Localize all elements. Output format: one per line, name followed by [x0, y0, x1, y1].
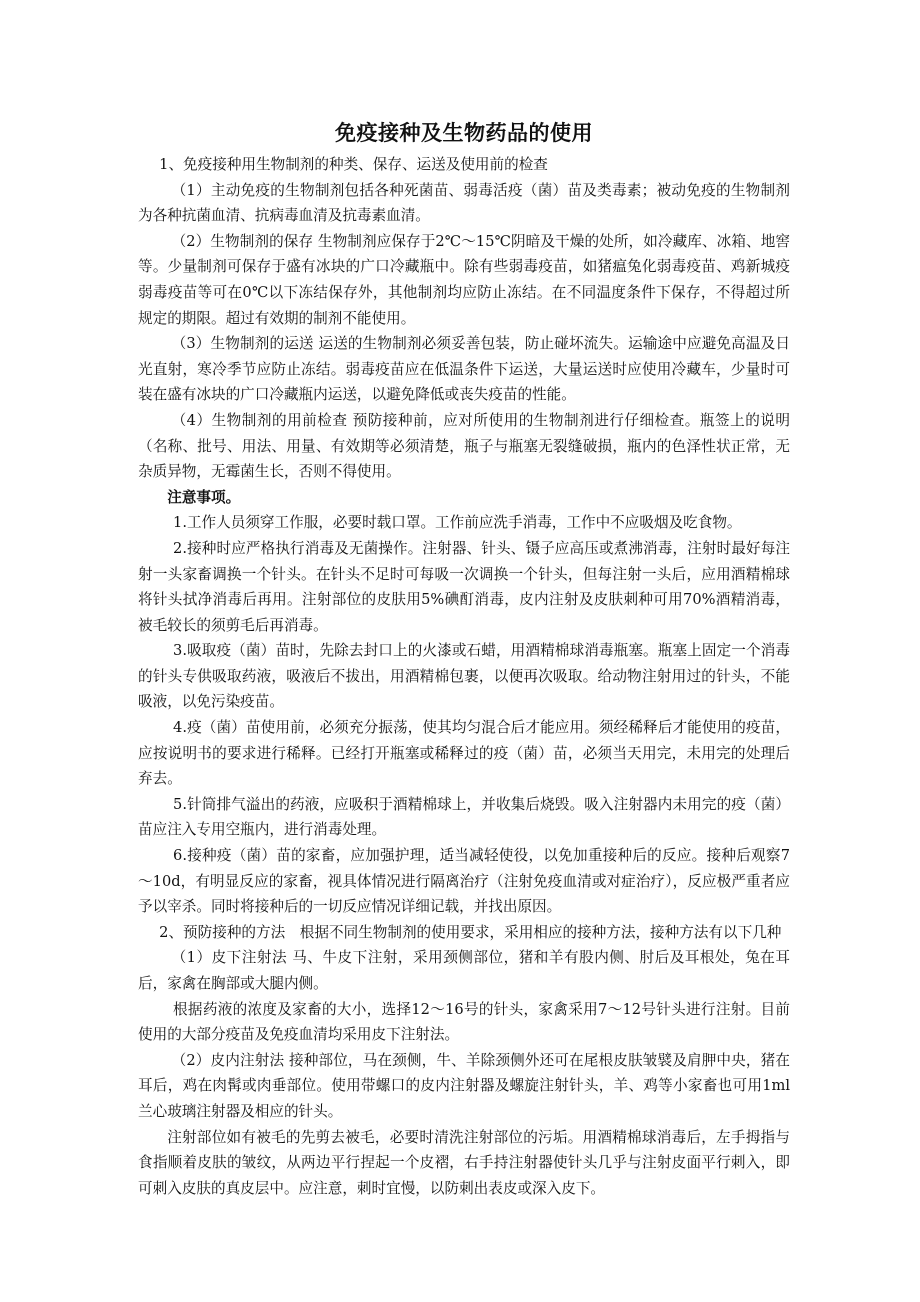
paragraph-s2-item1: （1）皮下注射法 马、牛皮下注射，采用颈侧部位，猪和羊有股内侧、肘后及耳根处，兔在耳后，家禽在胸部或大腿内侧。: [138, 949, 790, 992]
document-body: [138, 152, 790, 1201]
paragraph-note3: 3.吸取疫（菌）苗时，先除去封口上的火漆或石蜡，用酒精棉球消毒瓶塞。瓶塞上固定一个消毒的针头专供吸取药液，吸液后不拔出，用酒精棉包裹，以便再次吸取。给动物注射用过的针头，不能吸液，以免污染疫苗。: [138, 642, 790, 711]
paragraph-s1-item4: （4）生物制剂的用前检查 预防接种前，应对所使用的生物制剂进行仔细检查。瓶签上的说明（名称、批号、用法、用量、有效期等必须清楚，瓶子与瓶塞无裂缝破损，瓶内的色泽性状正常，无杂质异物，无霉菌生长，否则不得使用。: [138, 411, 790, 481]
paragraph-note1: 1.工作人员须穿工作服，必要时载口罩。工作前应洗手消毒，工作中不应吸烟及吃食物。: [173, 514, 742, 532]
paragraph-note6: 6.接种疫（菌）苗的家畜，应加强护理，适当减轻使役，以免加重接种后的反应。接种后观察7～10d，有明显反应的家畜，视具体情况进行隔离治疗（注射免疫血清或对症治疗），反应极严重者应予以宰杀。同时将接种后的一切反应情况详细记载，并找出原因。: [138, 847, 790, 916]
paragraph-s1-heading: 1、免疫接种用生物制剂的种类、保存、运送及使用前的检查: [159, 156, 548, 173]
document-page: [138, 118, 790, 1201]
page-title: 免疫接种及生物药品的使用: [335, 120, 593, 145]
paragraph-s1-item1: （1）主动免疫的生物制剂包括各种死菌苗、弱毒活疫（菌）苗及类毒素；被动免疫的生物制剂为各种抗菌血清、抗病毒血清及抗毒素血清。: [138, 181, 790, 225]
paragraph-s2-item2: （2）皮内注射法 接种部位，马在颈侧，牛、羊除颈侧外还可在尾根皮肤皱襞及肩胛中央，猪在耳后，鸡在肉髯或肉垂部位。使用带螺口的皮内注射器及螺旋注射针头，羊、鸡等小家畜也可用1ml兰心玻璃注射器及相应的针头。: [138, 1051, 790, 1120]
paragraph-s1-item3: （3）生物制剂的运送 运送的生物制剂必须妥善包装，防止碰坏流失。运输途中应避免高温及日光直射，寒冷季节应防止冻结。弱毒疫苗应在低温条件下运送，大量运送时应使用冷藏车，少量时可装在盛有冰块的广口冷藏瓶内运送，以避免降低或丧失疫苗的性能。: [138, 335, 790, 404]
paragraph-note5: 5.针筒排气溢出的药液，应吸积于酒精棉球上，并收集后烧毁。吸入注射器内未用完的疫（菌）苗应注入专用空瓶内，进行消毒处理。: [138, 795, 790, 839]
paragraph-note4: 4.疫（菌）苗使用前，必须充分振荡，使其均匀混合后才能应用。须经稀释后才能使用的疫苗，应按说明书的要求进行稀释。已经打开瓶塞或稀释过的疫（菌）苗，必须当天用完，未用完的处理后弃去。: [138, 719, 790, 788]
paragraph-notes-heading: 注意事项。: [167, 488, 241, 506]
paragraph-note2: 2.接种时应严格执行消毒及无菌操作。注射器、针头、镊子应高压或煮沸消毒，注射时最好每注射一头家畜调换一个针头。在针头不足时可每吸一次调换一个针头，但每注射一头后，应用酒精棉球将针头拭净消毒后再用。注射部位的皮肤用5%碘酊消毒，皮内注射及皮肤刺种可用70%酒精消毒，被毛较长的须剪毛后再消毒。: [138, 539, 790, 634]
paragraph-s2-heading: 2、预防接种的方法 根据不同生物制剂的使用要求，采用相应的接种方法，接种方法有以下几种: [159, 923, 782, 941]
paragraph-s2-item1b: 根据药液的浓度及家畜的大小，选择12～16号的针头，家禽采用7～12号针头进行注射。目前使用的大部分疫苗及免疫血清均采用皮下注射法。: [138, 1000, 790, 1044]
paragraph-s2-item2b: 注射部位如有被毛的先剪去被毛，必要时清洗注射部位的污垢。用酒精棉球消毒后，左手拇指与食指顺着皮肤的皱纹，从两边平行捏起一个皮褶，右手持注射器使针头几乎与注射皮面平行刺入，即可刺入皮肤的真皮层中。应注意，刺时宜慢，以防刺出表皮或深入皮下。: [138, 1128, 790, 1197]
paragraph-s1-item2: （2）生物制剂的保存 生物制剂应保存于2℃～15℃阴暗及干燥的处所，如冷藏库、冰箱、地窖等。少量制剂可保存于盛有冰块的广口冷藏瓶中。除有些弱毒疫苗，如猪瘟兔化弱毒疫苗、鸡新城疫弱毒疫苗等可在0℃以下冻结保存外，其他制剂均应防止冻结。在不同温度条件下保存，不得超过所规定的期限。超过有效期的制剂不能使用。: [138, 232, 790, 327]
